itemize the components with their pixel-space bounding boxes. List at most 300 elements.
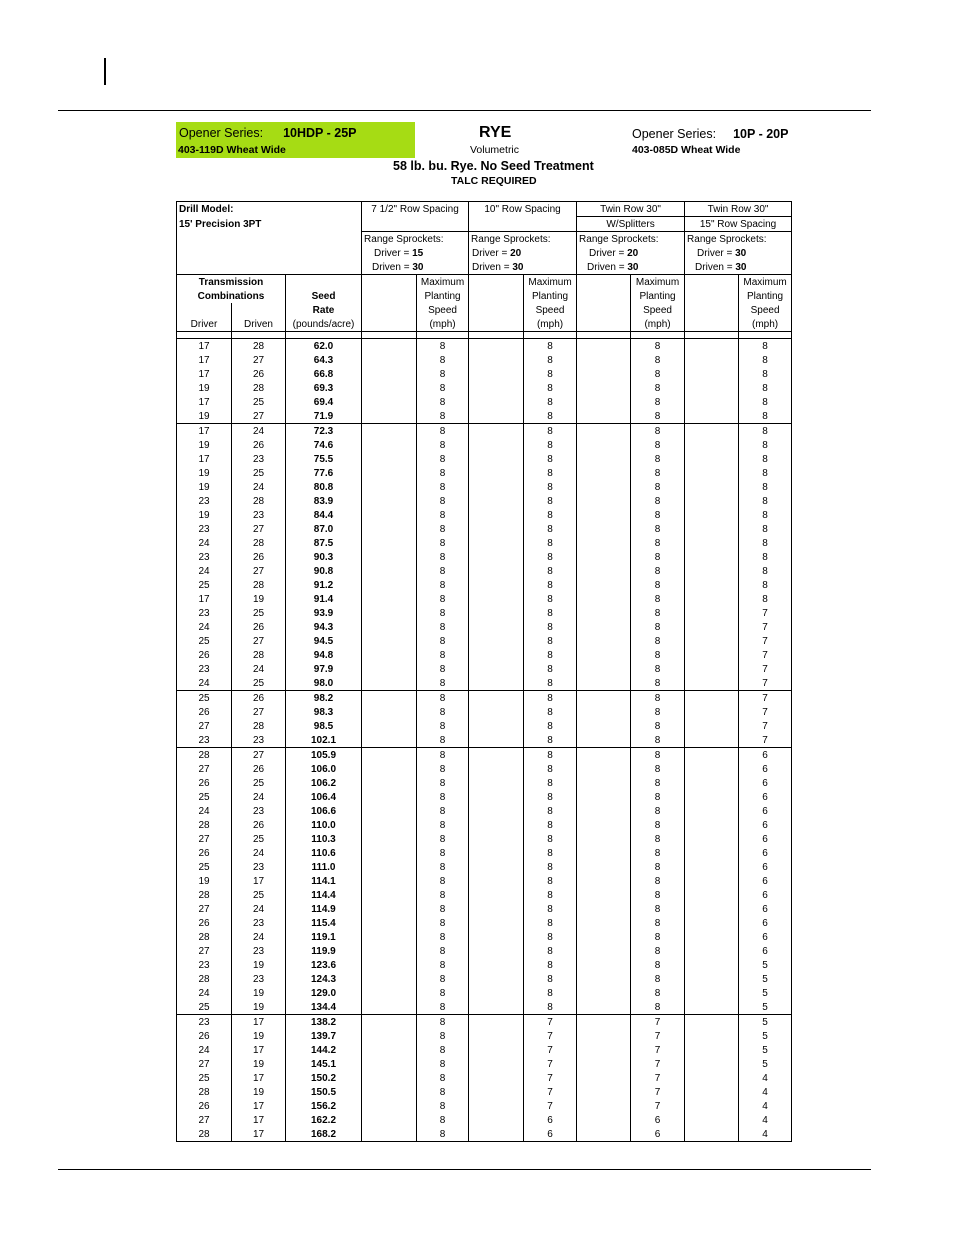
seed-rate-cell: 105.9 xyxy=(286,748,362,763)
speed-cell-3: 7 xyxy=(631,1071,685,1085)
table-row xyxy=(177,466,792,480)
driven-cell: 23 xyxy=(232,508,286,522)
driver-value: 30 xyxy=(735,247,747,259)
blank-cell xyxy=(362,776,417,790)
speed-cell-4: 8 xyxy=(739,381,792,395)
driven-cell: 25 xyxy=(232,395,286,409)
table-row xyxy=(177,719,792,733)
seed-rate-cell: 139.7 xyxy=(286,1029,362,1043)
driver-cell: 24 xyxy=(177,620,232,634)
speed-cell-2: 8 xyxy=(524,804,577,818)
driven-sprocket-4 xyxy=(685,260,792,275)
blank-cell xyxy=(469,1071,524,1085)
speed-cell-2: 7 xyxy=(524,1029,577,1043)
driver-cell: 27 xyxy=(177,944,232,958)
blank-cell xyxy=(362,888,417,902)
speed-header: Speed xyxy=(417,303,469,317)
blank-cell xyxy=(469,818,524,832)
speed-cell-1: 8 xyxy=(417,762,469,776)
driven-cell: 26 xyxy=(232,818,286,832)
seed-rate-cell: 110.6 xyxy=(286,846,362,860)
blank-cell xyxy=(685,438,739,452)
mph-header: (mph) xyxy=(524,317,577,332)
blank-cell xyxy=(577,1127,631,1142)
blank-cell xyxy=(362,874,417,888)
driven-sprocket-2 xyxy=(469,260,577,275)
driver-cell: 19 xyxy=(177,508,232,522)
speed-cell-2: 8 xyxy=(524,395,577,409)
blank-cell xyxy=(577,986,631,1000)
blank-cell xyxy=(362,804,417,818)
speed-cell-4: 6 xyxy=(739,748,792,763)
speed-cell-4: 8 xyxy=(739,395,792,409)
blank-cell xyxy=(469,676,524,691)
seed-rate-cell: 119.1 xyxy=(286,930,362,944)
table-row xyxy=(177,944,792,958)
table-row xyxy=(177,480,792,494)
blank-cell xyxy=(577,888,631,902)
seed-rate-cell: 115.4 xyxy=(286,916,362,930)
blank-cell xyxy=(577,367,631,381)
speed-cell-4: 5 xyxy=(739,972,792,986)
speed-cell-2: 8 xyxy=(524,930,577,944)
table-row xyxy=(177,818,792,832)
speed-cell-4: 5 xyxy=(739,1000,792,1015)
spacing-title-3: Twin Row 30" xyxy=(577,202,685,217)
driver-value: 20 xyxy=(627,247,639,259)
table-row xyxy=(177,550,792,564)
table-row xyxy=(177,1043,792,1057)
speed-cell-1: 8 xyxy=(417,1127,469,1142)
driver-cell: 24 xyxy=(177,676,232,691)
driver-cell: 23 xyxy=(177,494,232,508)
blank-cell xyxy=(469,916,524,930)
speed-cell-2: 7 xyxy=(524,1071,577,1085)
driver-cell: 26 xyxy=(177,705,232,719)
seed-rate-cell: 66.8 xyxy=(286,367,362,381)
blank-cell xyxy=(577,480,631,494)
speed-cell-3: 8 xyxy=(631,339,685,354)
blank-cell xyxy=(685,958,739,972)
speed-cell-4: 8 xyxy=(739,339,792,354)
right-opener-part: 403-085D Wheat Wide xyxy=(632,144,741,156)
blank-cell xyxy=(577,776,631,790)
blank-cell xyxy=(362,705,417,719)
driver-cell: 23 xyxy=(177,1015,232,1030)
blank-cell xyxy=(469,972,524,986)
blank-cell xyxy=(469,888,524,902)
speed-cell-3: 8 xyxy=(631,466,685,480)
right-opener-label: Opener Series: xyxy=(632,127,717,141)
driven-cell: 17 xyxy=(232,1127,286,1142)
seed-rate-cell: 71.9 xyxy=(286,409,362,424)
driver-cell: 17 xyxy=(177,339,232,354)
driver-sprocket-2 xyxy=(469,246,577,260)
driver-cell: 19 xyxy=(177,381,232,395)
blank-cell xyxy=(469,776,524,790)
table-row xyxy=(177,776,792,790)
blank-cell xyxy=(362,818,417,832)
table-row xyxy=(177,1099,792,1113)
speed-cell-3: 8 xyxy=(631,367,685,381)
speed-cell-4: 8 xyxy=(739,353,792,367)
blank-cell xyxy=(362,691,417,706)
blank-cell xyxy=(362,438,417,452)
driver-cell: 23 xyxy=(177,550,232,564)
blank-cell xyxy=(469,1000,524,1015)
speed-cell-4: 7 xyxy=(739,648,792,662)
speed-cell-4: 8 xyxy=(739,438,792,452)
table-row xyxy=(177,832,792,846)
speed-cell-1: 8 xyxy=(417,648,469,662)
blank-cell xyxy=(469,1015,524,1030)
speed-cell-4: 8 xyxy=(739,508,792,522)
speed-cell-4: 7 xyxy=(739,691,792,706)
speed-cell-3: 8 xyxy=(631,888,685,902)
table-row xyxy=(177,592,792,606)
driven-cell: 28 xyxy=(232,339,286,354)
speed-cell-2: 8 xyxy=(524,1000,577,1015)
speed-cell-1: 8 xyxy=(417,832,469,846)
blank-cell xyxy=(362,902,417,916)
driver-cell: 28 xyxy=(177,972,232,986)
speed-cell-2: 8 xyxy=(524,832,577,846)
table-row xyxy=(177,1015,792,1030)
speed-cell-4: 7 xyxy=(739,719,792,733)
driven-cell: 19 xyxy=(232,592,286,606)
speed-cell-3: 8 xyxy=(631,662,685,676)
seed-rate-cell: 129.0 xyxy=(286,986,362,1000)
speed-cell-1: 8 xyxy=(417,480,469,494)
blank-cell xyxy=(685,1015,739,1030)
seed-rate-cell: 150.2 xyxy=(286,1071,362,1085)
blank-cell xyxy=(577,804,631,818)
speed-cell-2: 7 xyxy=(524,1099,577,1113)
speed-cell-3: 8 xyxy=(631,860,685,874)
seed-rate-cell: 77.6 xyxy=(286,466,362,480)
seed-rate-cell: 87.5 xyxy=(286,536,362,550)
speed-cell-2: 8 xyxy=(524,958,577,972)
spacing-subtitle-4: 15" Row Spacing xyxy=(685,217,792,232)
speed-cell-3: 8 xyxy=(631,719,685,733)
speed-cell-1: 8 xyxy=(417,508,469,522)
blank-cell xyxy=(469,466,524,480)
driven-label: Driven = xyxy=(472,261,513,273)
seed-rate-cell: 98.5 xyxy=(286,719,362,733)
driven-cell: 27 xyxy=(232,634,286,648)
table-row xyxy=(177,339,792,354)
blank-cell xyxy=(469,1057,524,1071)
speed-cell-3: 8 xyxy=(631,676,685,691)
driver-cell: 28 xyxy=(177,930,232,944)
blank-cell xyxy=(685,578,739,592)
speed-cell-3: 7 xyxy=(631,1085,685,1099)
speed-cell-2: 8 xyxy=(524,972,577,986)
blank-cell xyxy=(469,1029,524,1043)
speed-cell-3: 8 xyxy=(631,762,685,776)
blank-cell xyxy=(577,748,631,763)
driver-cell: 26 xyxy=(177,916,232,930)
speed-cell-2: 8 xyxy=(524,522,577,536)
blank-cell xyxy=(362,986,417,1000)
table-row xyxy=(177,1029,792,1043)
speed-cell-2: 8 xyxy=(524,409,577,424)
driver-cell: 23 xyxy=(177,606,232,620)
blank-cell xyxy=(469,494,524,508)
speed-cell-1: 8 xyxy=(417,606,469,620)
blank-cell xyxy=(685,1029,739,1043)
speed-cell-1: 8 xyxy=(417,409,469,424)
speed-cell-4: 7 xyxy=(739,620,792,634)
speed-cell-4: 8 xyxy=(739,494,792,508)
table-row xyxy=(177,846,792,860)
blank-cell xyxy=(469,480,524,494)
speed-cell-4: 6 xyxy=(739,860,792,874)
header-rule xyxy=(58,110,871,111)
blank-cell xyxy=(362,1029,417,1043)
seed-rate-cell: 72.3 xyxy=(286,424,362,439)
speed-cell-1: 8 xyxy=(417,846,469,860)
driver-cell: 27 xyxy=(177,832,232,846)
driven-cell: 25 xyxy=(232,676,286,691)
speed-cell-4: 6 xyxy=(739,832,792,846)
blank-cell xyxy=(577,1043,631,1057)
driven-cell: 27 xyxy=(232,564,286,578)
speed-cell-1: 8 xyxy=(417,438,469,452)
driver-label: Driver = xyxy=(374,247,413,259)
speed-cell-1: 8 xyxy=(417,1015,469,1030)
speed-cell-4: 5 xyxy=(739,986,792,1000)
driver-cell: 25 xyxy=(177,860,232,874)
blank-cell xyxy=(685,1071,739,1085)
seed-rate-cell: 111.0 xyxy=(286,860,362,874)
blank-cell xyxy=(685,1057,739,1071)
speed-cell-2: 8 xyxy=(524,676,577,691)
speed-cell-3: 6 xyxy=(631,1127,685,1142)
blank-cell xyxy=(577,719,631,733)
blank-cell xyxy=(685,916,739,930)
blank-cell xyxy=(577,832,631,846)
speed-cell-4: 4 xyxy=(739,1127,792,1142)
speed-cell-4: 6 xyxy=(739,818,792,832)
speed-cell-1: 8 xyxy=(417,1043,469,1057)
speed-cell-4: 7 xyxy=(739,676,792,691)
speed-cell-2: 8 xyxy=(524,860,577,874)
speed-cell-2: 8 xyxy=(524,424,577,439)
blank-cell xyxy=(469,578,524,592)
driven-value: 30 xyxy=(627,261,639,273)
speed-cell-4: 6 xyxy=(739,930,792,944)
driver-cell: 26 xyxy=(177,776,232,790)
spacing-subtitle-2 xyxy=(469,217,577,232)
speed-cell-2: 8 xyxy=(524,733,577,748)
blank-cell xyxy=(362,339,417,354)
blank-cell xyxy=(362,944,417,958)
blank-cell xyxy=(577,522,631,536)
left-opener-value: 10HDP - 25P xyxy=(283,126,357,140)
driven-cell: 26 xyxy=(232,620,286,634)
driver-cell: 25 xyxy=(177,578,232,592)
driven-header: Driven xyxy=(232,317,286,332)
blank-cell xyxy=(577,339,631,354)
blank-cell xyxy=(685,986,739,1000)
speed-cell-1: 8 xyxy=(417,916,469,930)
speed-cell-4: 8 xyxy=(739,452,792,466)
blank-cell xyxy=(362,748,417,763)
speed-cell-2: 7 xyxy=(524,1085,577,1099)
seed-header: Seed xyxy=(286,289,362,303)
driven-sprocket-3 xyxy=(577,260,685,275)
driver-cell: 27 xyxy=(177,719,232,733)
blank-cell xyxy=(685,1113,739,1127)
table-row xyxy=(177,902,792,916)
seed-rate-cell: 114.1 xyxy=(286,874,362,888)
pounds-header: (pounds/acre) xyxy=(286,317,362,332)
speed-cell-3: 8 xyxy=(631,522,685,536)
speed-cell-1: 8 xyxy=(417,662,469,676)
speed-cell-4: 4 xyxy=(739,1071,792,1085)
driven-cell: 28 xyxy=(232,719,286,733)
blank-cell xyxy=(577,916,631,930)
driver-cell: 17 xyxy=(177,452,232,466)
blank-cell xyxy=(362,1015,417,1030)
speed-cell-3: 8 xyxy=(631,832,685,846)
blank-cell xyxy=(577,353,631,367)
blank-cell xyxy=(685,676,739,691)
blank-cell xyxy=(469,790,524,804)
speed-cell-3: 8 xyxy=(631,691,685,706)
driven-sprocket-1 xyxy=(362,260,469,275)
table-row xyxy=(177,381,792,395)
driven-cell: 28 xyxy=(232,381,286,395)
seed-rate-cell: 83.9 xyxy=(286,494,362,508)
speed-cell-4: 6 xyxy=(739,874,792,888)
speed-cell-3: 8 xyxy=(631,438,685,452)
speed-cell-3: 8 xyxy=(631,986,685,1000)
blank-cell xyxy=(469,395,524,409)
driven-cell: 25 xyxy=(232,832,286,846)
driven-cell: 24 xyxy=(232,846,286,860)
driven-cell: 19 xyxy=(232,1057,286,1071)
seed-rate-cell: 110.3 xyxy=(286,832,362,846)
speed-cell-1: 8 xyxy=(417,733,469,748)
speed-cell-4: 5 xyxy=(739,1043,792,1057)
speed-cell-1: 8 xyxy=(417,944,469,958)
blank-cell xyxy=(469,339,524,354)
driver-cell: 27 xyxy=(177,902,232,916)
table-row xyxy=(177,1127,792,1142)
speed-cell-3: 7 xyxy=(631,1057,685,1071)
blank-cell xyxy=(469,958,524,972)
blank-cell xyxy=(577,972,631,986)
speed-cell-3: 6 xyxy=(631,1113,685,1127)
table-row xyxy=(177,424,792,439)
blank-cell xyxy=(685,522,739,536)
left-opener-part: 403-119D Wheat Wide xyxy=(178,144,286,156)
speed-cell-3: 8 xyxy=(631,972,685,986)
speed-cell-1: 8 xyxy=(417,958,469,972)
driven-label: Driven = xyxy=(695,261,736,273)
seed-rate-cell: 94.8 xyxy=(286,648,362,662)
speed-cell-1: 8 xyxy=(417,367,469,381)
driven-cell: 27 xyxy=(232,748,286,763)
speed-cell-2: 8 xyxy=(524,578,577,592)
blank-cell xyxy=(469,846,524,860)
blank-cell xyxy=(362,972,417,986)
blank-cell xyxy=(469,762,524,776)
blank-cell xyxy=(362,762,417,776)
driven-cell: 24 xyxy=(232,424,286,439)
driver-cell: 28 xyxy=(177,748,232,763)
seed-rate-cell: 93.9 xyxy=(286,606,362,620)
speed-header: Speed xyxy=(631,303,685,317)
table-row xyxy=(177,958,792,972)
driven-cell: 25 xyxy=(232,466,286,480)
blank-cell xyxy=(469,860,524,874)
driven-cell: 17 xyxy=(232,1043,286,1057)
blank-cell xyxy=(362,353,417,367)
speed-cell-4: 8 xyxy=(739,367,792,381)
speed-cell-3: 8 xyxy=(631,958,685,972)
blank-cell xyxy=(362,592,417,606)
speed-cell-1: 8 xyxy=(417,1071,469,1085)
speed-cell-1: 8 xyxy=(417,353,469,367)
blank-cell xyxy=(685,846,739,860)
seed-rate-cell: 102.1 xyxy=(286,733,362,748)
table-row xyxy=(177,536,792,550)
blank-cell xyxy=(469,874,524,888)
driven-cell: 26 xyxy=(232,367,286,381)
speed-cell-1: 8 xyxy=(417,620,469,634)
blank-cell xyxy=(469,564,524,578)
spacing-subtitle-1 xyxy=(362,217,469,232)
speed-cell-2: 8 xyxy=(524,818,577,832)
blank-cell xyxy=(577,662,631,676)
blank-cell xyxy=(685,762,739,776)
driver-cell: 19 xyxy=(177,438,232,452)
speed-cell-3: 8 xyxy=(631,381,685,395)
speed-cell-3: 8 xyxy=(631,508,685,522)
speed-cell-1: 8 xyxy=(417,452,469,466)
speed-cell-2: 8 xyxy=(524,705,577,719)
blank-cell xyxy=(577,606,631,620)
speed-cell-3: 8 xyxy=(631,846,685,860)
seed-rate-cell: 80.8 xyxy=(286,480,362,494)
speed-cell-3: 7 xyxy=(631,1099,685,1113)
blank-cell xyxy=(469,424,524,439)
blank-cell xyxy=(685,1043,739,1057)
driven-cell: 19 xyxy=(232,1085,286,1099)
blank-cell xyxy=(362,832,417,846)
blank-cell xyxy=(577,409,631,424)
driven-cell: 24 xyxy=(232,790,286,804)
blank-cell xyxy=(362,466,417,480)
driver-cell: 17 xyxy=(177,395,232,409)
table-row xyxy=(177,972,792,986)
blank-cell xyxy=(577,790,631,804)
mph-header: (mph) xyxy=(631,317,685,332)
blank-cell xyxy=(469,902,524,916)
driven-cell: 27 xyxy=(232,353,286,367)
speed-cell-4: 4 xyxy=(739,1099,792,1113)
speed-cell-2: 8 xyxy=(524,762,577,776)
right-opener-value: 10P - 20P xyxy=(733,127,789,141)
max-header: Maximum xyxy=(631,275,685,290)
driver-cell: 25 xyxy=(177,634,232,648)
seed-rate-cell: 138.2 xyxy=(286,1015,362,1030)
driven-cell: 23 xyxy=(232,944,286,958)
driver-cell: 26 xyxy=(177,648,232,662)
